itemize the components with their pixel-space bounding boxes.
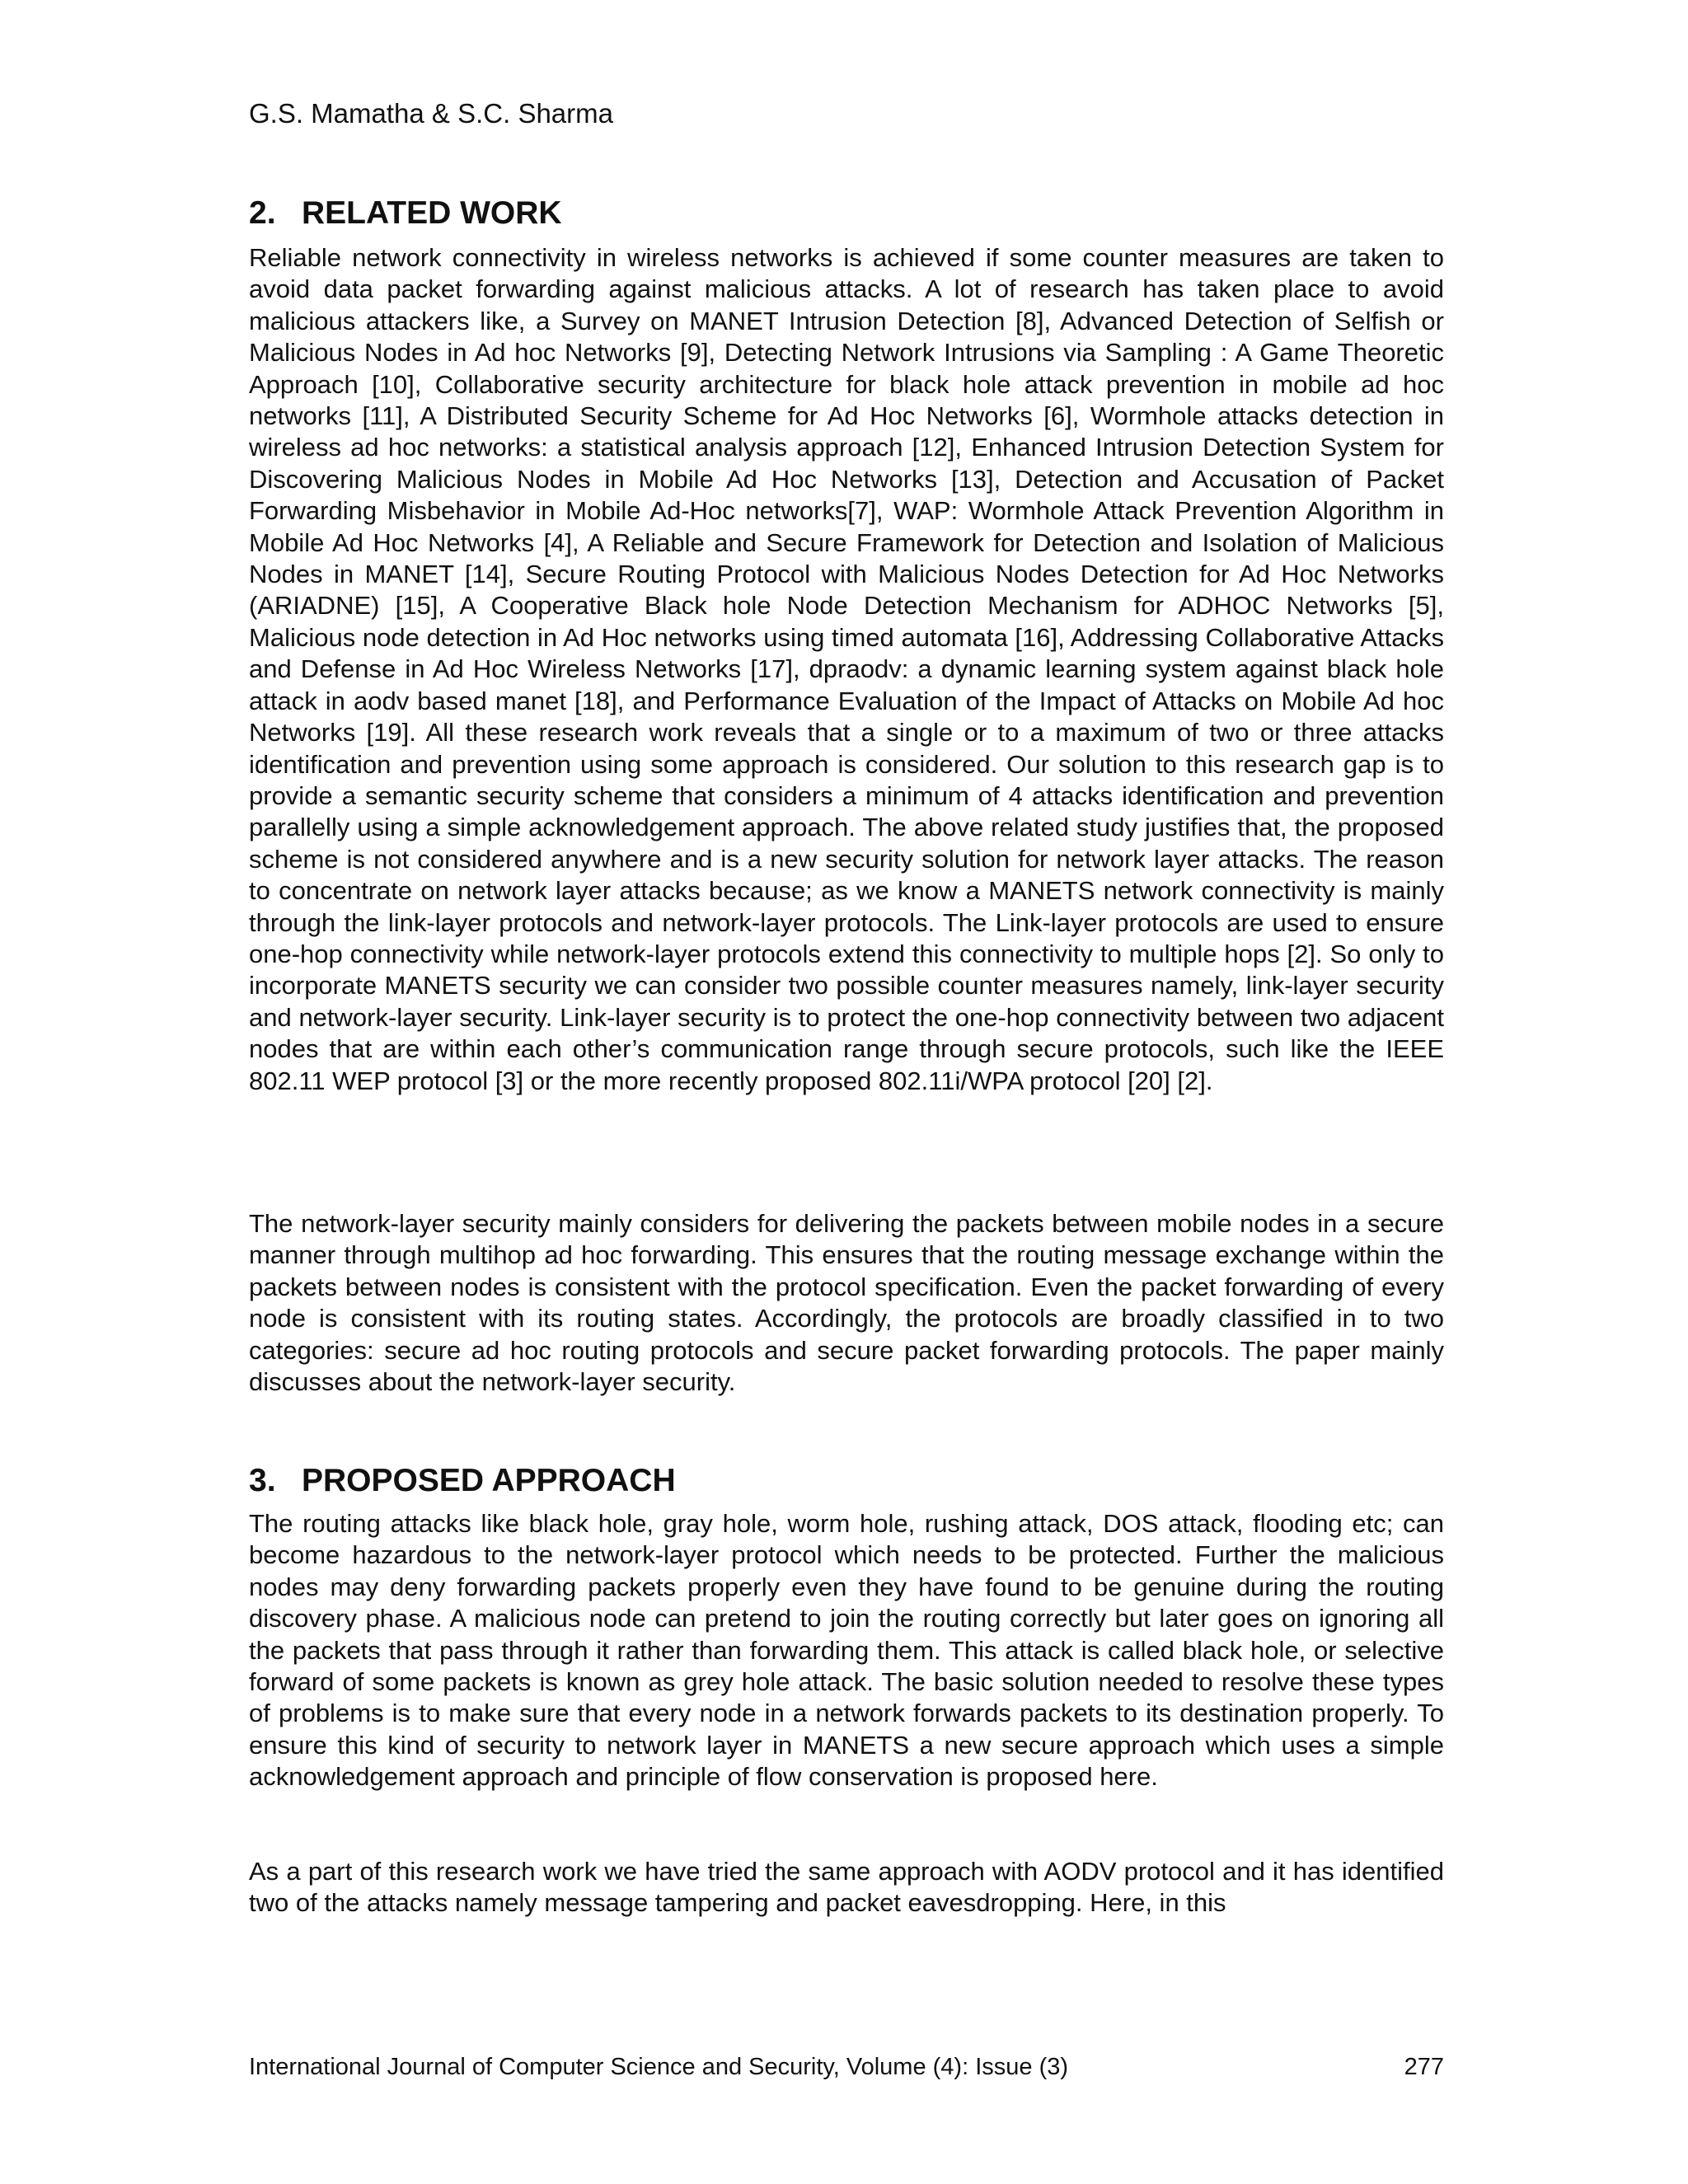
- page-number: 277: [1404, 2054, 1444, 2080]
- paragraph-proposed-approach-2: As a part of this research work we have tried the same approach with AODV protocol and it has identified two of the attacks namely message tampering and packet eavesdropping. Here, in this: [249, 1857, 1444, 1918]
- section-title: RELATED WORK: [302, 195, 562, 231]
- paragraph-related-work-1: Reliable network connectivity in wireless networks is achieved if some counter measures are taken to avoid data packet forwarding against malicious attacks. A lot of research has taken place to avoid malicious attackers like, a Survey on MANET Intrusion Detection [8], Advanced Detection of Selfish or Malicious Nodes in Ad hoc Networks [9], Detecting Network Intrusions via Sampling : A Game Theoretic Approach [10], Collaborative security architecture for black hole attack prevention in mobile ad hoc networks [11], A Distributed Security Scheme for Ad Hoc Networks [6], Wormhole attacks detection in wireless ad hoc networks: a statistical analysis approach [12], Enhanced Intrusion Detection System for Discovering Malicious Nodes in Mobile Ad Hoc Networks [13], Detection and Accusation of Packet Forwarding Misbehavior in Mobile Ad-Hoc networks[7], WAP: Wormhole Attack Prevention Algorithm in Mobile Ad Hoc Networks [4], A Reliable and Secure Framework for Detection and Isolation of Malicious Nodes in MANET [14], Secure Routing Protocol with Malicious Nodes Detection for Ad Hoc Networks (ARIADNE) [15], A Cooperative Black hole Node Detection Mechanism for ADHOC Networks [5], Malicious node detection in Ad Hoc networks using timed automata [16], Addressing Collaborative Attacks and Defense in Ad Hoc Wireless Networks [17], dpraodv: a dynamic learning system against black hole attack in aodv based manet [18], and Performance Evaluation of the Impact of Attacks on Mobile Ad hoc Networks [19]. All these research work reveals that a single or to a maximum of two or three attacks identification and prevention using some approach is considered. Our solution to this research gap is to provide a semantic security scheme that considers a minimum of 4 attacks identification and prevention parallelly using a simple acknowledgement approach. The above related study justifies that, the proposed scheme is not considered anywhere and is a new security solution for network layer attacks. The reason to concentrate on network layer attacks because; as we know a MANETS network connectivity is mainly through the link-layer protocols and network-layer protocols. The Link-layer protocols are used to ensure one-hop connectivity while network-layer protocols extend this connectivity to multiple hops [2]. So only to incorporate MANETS security we can consider two possible counter measures namely, link-layer security and network-layer security. Link-layer security is to protect the one-hop connectivity between two adjacent nodes that are within each other’s communication range through secure protocols, such like the IEEE 802.11 WEP protocol [3] or the more recently proposed 802.11i/WPA protocol [20] [2].: [249, 243, 1444, 1095]
- section-title: PROPOSED APPROACH: [302, 1463, 676, 1498]
- section-number: 2.: [249, 195, 276, 231]
- paragraph-proposed-approach-1: The routing attacks like black hole, gray hole, worm hole, rushing attack, DOS attack, flooding etc; can become hazardous to the network-layer protocol which needs to be protected. Further the malicious nodes may deny forwarding packets properly even they have found to be genuine during the routing discovery phase. A malicious node can pretend to join the routing correctly but later goes on ignoring all the packets that pass through it rather than forwarding them. This attack is called black hole, or selective forward of some packets is known as grey hole attack. The basic solution needed to resolve these types of problems is to make sure that every node in a network forwards packets to its destination properly. To ensure this kind of security to network layer in MANETS a new secure approach which uses a simple acknowledgement approach and principle of flow conservation is proposed here.: [249, 1509, 1444, 1792]
- section-number: 3.: [249, 1463, 276, 1498]
- journal-citation: International Journal of Computer Science and Security, Volume (4): Issue (3): [249, 2054, 1069, 2080]
- section-heading-proposed-approach: [249, 1462, 676, 1500]
- paragraph-related-work-2: The network-layer security mainly considers for delivering the packets between mobile nodes in a secure manner through multihop ad hoc forwarding. This ensures that the routing message exchange within the packets between nodes is consistent with the protocol specification. Even the packet forwarding of every node is consistent with its routing states. Accordingly, the protocols are broadly classified in to two categories: secure ad hoc routing protocols and secure packet forwarding protocols. The paper mainly discusses about the network-layer security.: [249, 1209, 1444, 1397]
- running-head: G.S. Mamatha & S.C. Sharma: [249, 98, 613, 129]
- section-heading-related-work: [249, 194, 562, 232]
- paper-page: [249, 0, 1444, 2184]
- page-footer: [249, 2052, 1444, 2082]
